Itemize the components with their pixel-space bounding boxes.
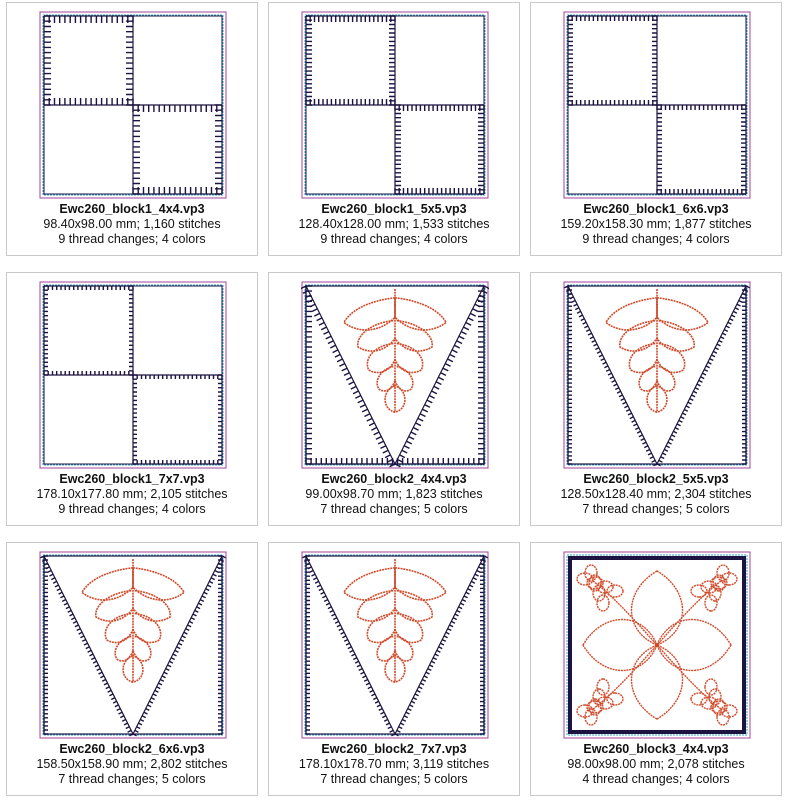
design-size-stitches: 128.50x128.40 mm; 2,304 stitches [560,487,752,501]
design-card[interactable] [6,2,258,256]
satin-edge [133,375,137,464]
design-caption [531,202,781,247]
plain-square [44,105,133,194]
satin-edge [306,99,395,105]
satin-edge [133,105,140,194]
design-card[interactable] [268,272,520,526]
design-thread-changes: 4 thread changes; 4 colors [582,772,730,786]
design-size-stitches: 158.50x158.90 mm; 2,802 stitches [36,757,228,771]
satin-edge [301,286,395,467]
design-thread-changes: 9 thread changes; 4 colors [58,502,206,516]
design-card[interactable] [6,542,258,796]
design-size-stitches: 178.10x178.70 mm; 3,119 stitches [298,757,490,771]
satin-edge [306,16,312,105]
design-size-stitches: 178.10x177.80 mm; 2,105 stitches [36,487,228,501]
satin-edge [133,556,226,736]
satin-edge [133,105,222,112]
satin-edge [395,105,484,111]
design-thumbnail [301,551,489,739]
design-thumbnail [39,281,227,469]
satin-edge [306,286,312,464]
satin-edge [395,556,488,736]
satin-edge [395,286,489,467]
satin-edge [395,188,484,194]
design-size-stitches: 159.20x158.30 mm; 1,877 stitches [560,217,752,231]
satin-edge [564,286,657,466]
satin-edge [568,16,573,105]
satin-edge [742,286,746,464]
design-thumbnail [563,11,751,199]
satin-edge [40,556,133,736]
satin-edge [657,105,662,194]
design-size-stitches: 128.40x128.00 mm; 1,533 stitches [298,217,490,231]
satin-edge [44,16,133,23]
satin-edge [741,105,746,194]
satin-edge [568,16,657,21]
satin-edge [657,286,750,466]
design-card[interactable] [268,542,520,796]
plain-square [133,286,222,375]
design-caption [7,742,257,787]
design-filename: Ewc260_block2_5x5.vp3 [583,472,729,486]
satin-edge [129,286,133,375]
design-filename: Ewc260_block1_4x4.vp3 [59,202,205,216]
design-size-stitches: 98.40x98.00 mm; 1,160 stitches [43,217,221,231]
satin-edge [133,187,222,194]
design-thread-changes: 9 thread changes; 4 colors [320,232,468,246]
design-filename: Ewc260_block3_4x4.vp3 [583,742,729,756]
satin-edge [215,105,222,194]
satin-edge [44,286,48,375]
design-caption [269,472,519,517]
plain-square [568,105,657,194]
design-filename: Ewc260_block1_6x6.vp3 [583,202,729,216]
design-filename: Ewc260_block2_4x4.vp3 [321,472,467,486]
satin-edge [302,556,395,736]
plain-square [657,16,746,105]
satin-edge [657,189,746,194]
satin-edge [44,286,133,290]
satin-edge [44,371,133,375]
design-thread-changes: 7 thread changes; 5 colors [320,502,468,516]
plain-square [306,105,395,194]
design-thread-changes: 9 thread changes; 4 colors [582,232,730,246]
satin-edge [306,556,310,734]
design-card[interactable] [6,272,258,526]
design-thumbnail [301,11,489,199]
satin-edge [395,105,401,194]
design-caption [531,472,781,517]
design-filename: Ewc260_block2_6x6.vp3 [59,742,205,756]
satin-edge [389,16,395,105]
satin-edge [44,16,51,105]
design-thumbnail [563,551,751,739]
design-caption [269,742,519,787]
satin-edge [44,556,48,734]
satin-edge [306,16,395,22]
satin-edge [478,105,484,194]
satin-edge [657,105,746,110]
satin-edge [44,98,133,105]
satin-edge [218,556,222,734]
design-filename: Ewc260_block2_7x7.vp3 [321,742,467,756]
plain-square [395,16,484,105]
satin-edge [133,460,222,464]
plain-square [133,16,222,105]
design-thread-changes: 7 thread changes; 5 colors [320,772,468,786]
design-thumbnail [39,551,227,739]
design-filename: Ewc260_block1_7x7.vp3 [59,472,205,486]
satin-edge [568,286,572,464]
satin-edge [126,16,133,105]
satin-edge [478,286,484,464]
design-thread-changes: 7 thread changes; 5 colors [58,772,206,786]
design-size-stitches: 99.00x98.70 mm; 1,823 stitches [305,487,483,501]
design-caption [7,472,257,517]
design-thread-changes: 7 thread changes; 5 colors [582,502,730,516]
design-thumbnail [563,281,751,469]
satin-edge [480,556,484,734]
design-thread-changes: 9 thread changes; 4 colors [58,232,206,246]
design-caption [7,202,257,247]
design-card[interactable] [268,2,520,256]
design-filename: Ewc260_block1_5x5.vp3 [321,202,467,216]
satin-edge [133,375,222,379]
design-card[interactable] [530,272,782,526]
satin-edge [568,100,657,105]
design-size-stitches: 98.00x98.00 mm; 2,078 stitches [567,757,745,771]
design-caption [269,202,519,247]
satin-edge [652,16,657,105]
design-card[interactable] [530,542,782,796]
design-card[interactable] [530,2,782,256]
design-caption [531,742,781,787]
plain-square [44,375,133,464]
satin-edge [218,375,222,464]
quilting-motif [577,565,737,725]
design-thumbnail [39,11,227,199]
design-thumbnail [301,281,489,469]
